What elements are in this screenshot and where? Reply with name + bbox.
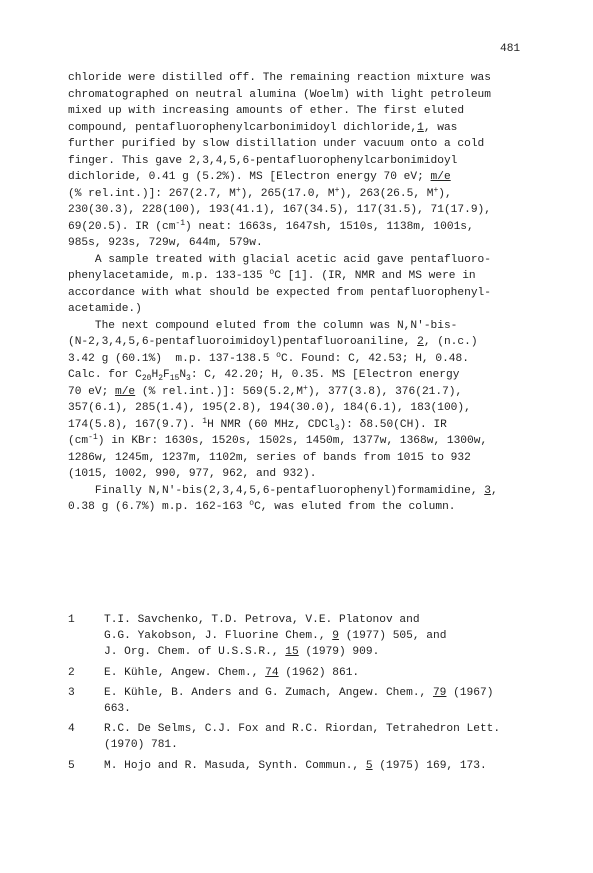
text-line [68,153,538,170]
text-line [68,87,538,104]
text-line [104,612,548,628]
text-span: , (n.c.) [423,336,478,348]
text-line [104,685,548,701]
text-line [68,351,538,368]
text-line [68,136,538,153]
paragraph [68,70,538,252]
underlined-text: 9 [332,630,339,643]
reference-number: 4 [68,723,75,736]
text-span: 3.42 g (60.1%) m.p. 137-138.5 [68,352,277,365]
superscript: + [334,185,340,195]
text-span: T.I. Savchenko, T.D. Petrova, V.E. Platonov and [104,614,420,626]
reference-text [104,758,548,774]
text-span: N [179,369,187,381]
text-line [68,417,538,434]
text-line [68,120,538,137]
text-span: , was [423,121,458,134]
text-line [104,758,548,774]
text-line [68,318,538,335]
text-line [68,70,538,87]
text-span: (N-2,3,4,5,6-pentafluoroimidoyl)pentafluoroaniline, [68,336,418,348]
text-line [104,644,548,660]
subscript: 2 [158,374,163,383]
underlined-text: m/e [430,171,451,183]
text-line [68,202,538,219]
text-span: , [490,484,498,497]
paragraph [68,252,538,318]
text-line [68,466,538,483]
reference-text [104,665,548,681]
text-span: dichloride, 0.41 g (5.2%). MS [Electron energy 70 eV; [68,171,431,183]
text-span: (1970) 781. [104,739,178,752]
text-span: (1977) 505, and [338,630,447,643]
underlined-text: 74 [265,666,279,679]
text-span: M. Hojo and R. Masuda, Synth. Commun., [104,759,366,772]
underlined-text: 3 [484,484,491,497]
text-span: further purified by slow distillation under vacuum onto a cold [68,138,485,150]
text-line [104,665,548,681]
text-line [68,268,538,285]
underlined-text: 2 [417,336,424,348]
text-span: compound, pentafluorophenylcarbonimidoyl dichloride, [68,121,418,134]
superscript: -1 [175,218,186,228]
underlined-text: 15 [285,646,299,659]
text-span: Calc. for C [68,369,142,381]
reference-item [68,665,548,681]
text-span: finger. This gave 2,3,4,5,6-pentafluorophenylcarbonimidoyl [68,154,458,167]
text-line [68,334,538,351]
text-span: acetamide.) [68,303,142,315]
text-span: (% rel.int.)]: 569(5.2,M [135,385,303,398]
text-span: (cm [68,435,89,447]
text-span: (1975) 169, 173. [372,759,487,772]
text-span: ): δ8.50(CH). IR [339,418,447,431]
text-line [68,169,538,186]
reference-text [104,612,548,661]
paragraph [68,483,538,516]
text-span: (1015, 1002, 990, 977, 962, and 932). [68,468,317,480]
text-span: 69(20.5). IR (cm [68,220,176,233]
text-span: 174(5.8), 167(9.7). [68,418,203,431]
text-span: ) in KBr: 1630s, 1520s, 1502s, 1450m, 1377w, 1368w, 1300w, [97,435,488,447]
reference-item [68,758,548,774]
superscript: o [269,268,275,277]
reference-list [68,612,548,778]
text-span: chromatographed on neutral alumina (Woelm) with light petroleum [68,88,491,101]
text-line [68,384,538,401]
text-span: ), 265(17.0, M [240,187,335,200]
text-span: (% rel.int.)]: 267(2.7, M [68,187,236,200]
text-line [68,186,538,203]
text-span: Finally N,N'-bis(2,3,4,5,6-pentafluorophenyl)formamidine, [68,484,485,497]
text-span: : C, 42.20; H, 0.35. MS [Electron energy [190,369,460,381]
superscript: -1 [88,433,98,442]
reference-text [104,685,548,717]
text-span: H [151,369,159,381]
text-line [68,367,538,384]
reference-number: 5 [68,759,75,772]
text-span: The next compound eluted from the column was N,N'-bis- [68,319,458,332]
text-span: ) neat: 1663s, 1647sh, 1510s, 1138m, 1001s, [185,220,474,233]
text-line [104,701,548,717]
superscript: 1 [202,416,208,426]
superscript: o [276,350,281,360]
underlined-text: 5 [365,759,373,772]
text-line [68,285,538,302]
text-line [68,103,538,120]
text-span: 70 eV; [68,385,115,398]
superscript: + [303,383,308,393]
text-line [68,400,538,417]
text-line [68,450,538,467]
text-span: (1979) 909. [298,646,380,659]
text-line [68,499,538,516]
text-span: E. Kühle, B. Anders and G. Zumach, Angew. Chem., [104,686,433,699]
text-span: 663. [104,702,131,715]
reference-number: 2 [68,666,75,679]
text-span: F [163,369,170,381]
text-span: accordance with what should be expected from pentafluorophenyl- [68,286,491,299]
text-span: 357(6.1), 285(1.4), 195(2.8), 194(30.0), 184(6.1), 183(100), [68,402,471,414]
text-line [104,721,548,737]
reference-item [68,721,548,753]
text-span: ), [438,187,452,200]
text-span: chloride were distilled off. The remaining reaction mixture was [68,72,491,84]
text-line [68,301,538,318]
superscript: o [249,499,255,508]
text-span: C, was eluted from the column. [254,501,456,513]
text-span: H NMR (60 MHz, CDCl [207,418,335,431]
text-line [68,235,538,252]
underlined-text: m/e [115,385,136,398]
underlined-text: 79 [432,686,447,699]
subscript: 20 [141,374,152,383]
text-span: (1967) [446,686,494,699]
text-span: mixed up with increasing amounts of ether. The first eluted [68,105,465,117]
text-line [104,737,548,753]
text-span: A sample treated with glacial acetic acid gave pentafluoro- [68,253,491,266]
text-span: ), 263(26.5, M [339,187,434,200]
text-span: (1962) 861. [278,666,360,679]
reference-item [68,685,548,717]
body-text [68,70,538,516]
text-span: J. Org. Chem. of U.S.S.R., [104,646,286,659]
text-line [68,433,538,450]
reference-text [104,721,548,753]
reference-number: 1 [68,614,75,626]
underlined-text: 1 [417,121,424,134]
subscript: 3 [334,423,340,433]
reference-item [68,612,548,661]
paragraph [68,318,538,483]
text-span: E. Kühle, Angew. Chem., [104,666,266,679]
text-span: C [1]. (IR, NMR and MS were in [274,270,476,282]
text-span: R.C. De Selms, C.J. Fox and R.C. Riordan, Tetrahedron Lett. [104,723,501,736]
text-line [68,252,538,269]
text-span: 230(30.3), 228(100), 193(41.1), 167(34.5), 117(31.5), 71(17.9), [68,204,491,216]
text-span: 985s, 923s, 729w, 644m, 579w. [68,237,263,249]
text-line [104,628,548,644]
text-span: phenylacetamide, m.p. 133-135 [68,270,270,282]
subscript: 15 [169,374,180,383]
reference-number: 3 [68,686,75,699]
text-line [68,483,538,500]
text-span: G.G. Yakobson, J. Fluorine Chem., [104,630,333,643]
page-number: 481 [500,43,521,55]
text-span: 0.38 g (6.7%) m.p. 162-163 [68,501,250,513]
text-span: C. Found: C, 42.53; H, 0.48. [280,352,469,365]
superscript: + [235,185,241,195]
text-line [68,219,538,236]
superscript: + [433,185,439,195]
text-span: 1286w, 1245m, 1237m, 1102m, series of bands from 1015 to 932 [68,451,471,464]
subscript: 3 [186,374,191,383]
text-span: ), 377(3.8), 376(21.7), [307,385,463,398]
